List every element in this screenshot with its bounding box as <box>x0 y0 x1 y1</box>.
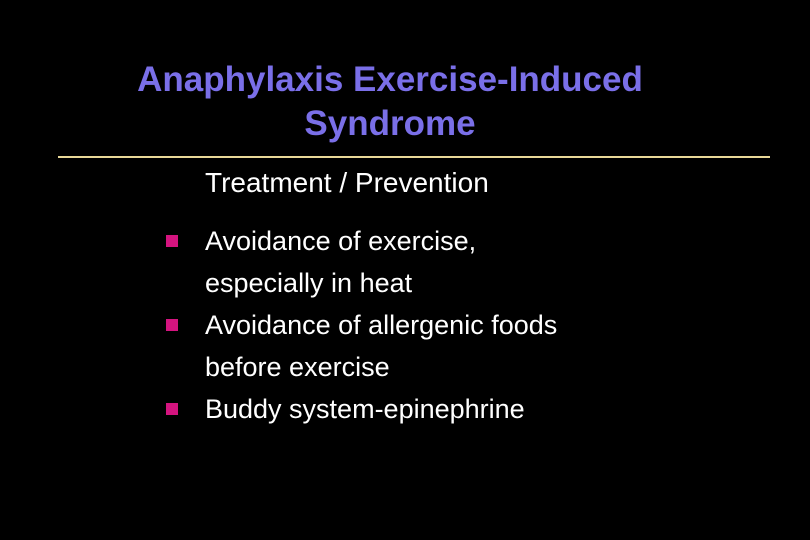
slide-title-line-1: Anaphylaxis Exercise-Induced <box>137 60 643 99</box>
bullet-item <box>166 220 786 304</box>
slide-title <box>60 58 720 146</box>
bullet-text-line: Buddy system-epinephrine <box>205 394 525 424</box>
bullet-text-line: before exercise <box>205 352 390 382</box>
bullet-text-line: especially in heat <box>205 268 413 298</box>
bullet-square-icon <box>166 403 178 415</box>
bullet-square-icon <box>166 235 178 247</box>
title-divider <box>58 156 770 158</box>
bullet-text <box>205 388 786 430</box>
slide-subtitle: Treatment / Prevention <box>205 167 489 198</box>
bullet-item <box>166 388 786 430</box>
bullet-text-line: Avoidance of exercise, <box>205 226 477 256</box>
bullet-list <box>166 220 786 430</box>
slide-title-line-2: Syndrome <box>304 104 476 143</box>
bullet-text <box>205 220 786 304</box>
bullet-square-icon <box>166 319 178 331</box>
bullet-item <box>166 304 786 388</box>
bullet-text-line: Avoidance of allergenic foods <box>205 310 558 340</box>
bullet-text <box>205 304 786 388</box>
